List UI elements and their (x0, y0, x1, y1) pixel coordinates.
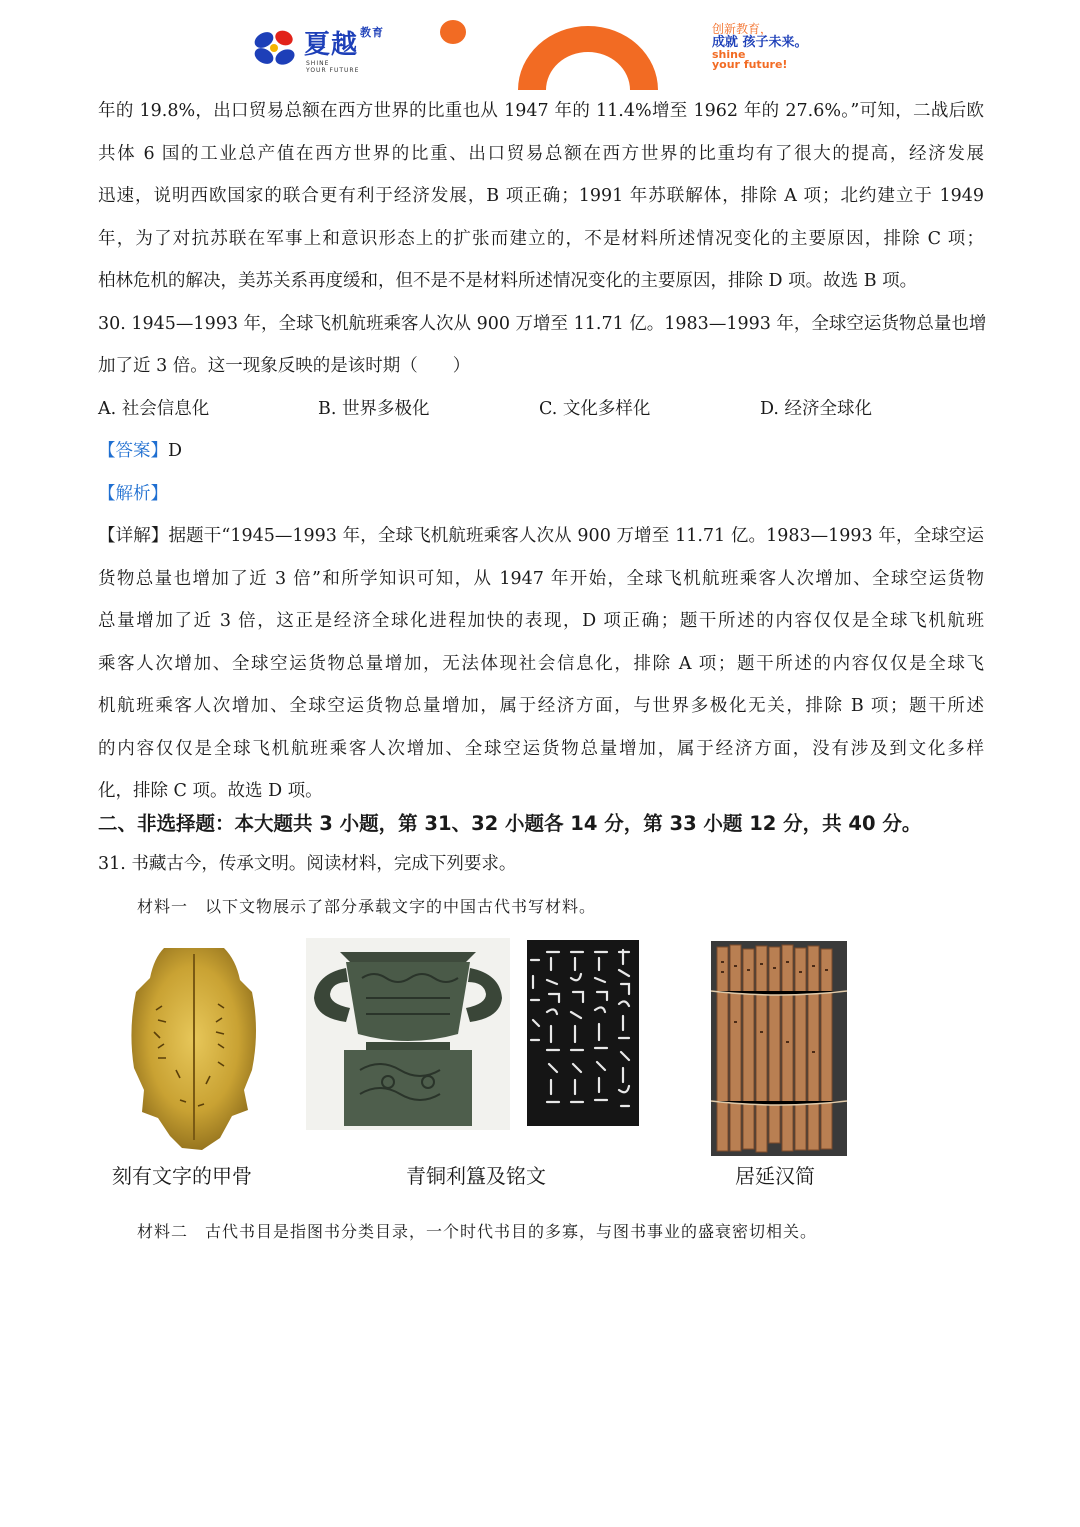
analysis-tag: 【解析】 (98, 483, 168, 504)
flower-logo-icon (252, 28, 298, 68)
question-30-stem: 加了近 3 倍。这一现象反映的是该时期（ ） (98, 356, 471, 376)
brand-name: 夏越 $^{教育}$ (304, 26, 385, 60)
detail-line: 总量增加了近 3 倍，这正是经济全球化进程加快的表现，D 项正确；题干所述的内容仅仅是全球飞机航班 (98, 611, 984, 631)
answer-tag: 【答案】 (98, 441, 168, 461)
detail-line: 的内容仅仅是全球飞机航班乘客人次增加、全球空运货物总量增加，属于经济方面，没有涉及到文化多样 (98, 738, 984, 759)
bamboo-slips-image (711, 941, 847, 1156)
body-line: 迅速，说明西欧国家的联合更有利于经济发展，B 项正确；1991 年苏联解体，排除 A 项；北约建立于 1949 (98, 186, 984, 206)
material-1: 材料一 以下文物展示了部分承载文字的中国古代书写材料。 (137, 897, 597, 916)
option-a: A. 社会信息化 (98, 398, 210, 419)
slogan-line-2: 成就 孩子未来。 (712, 35, 808, 50)
detail-text: 据题干“1945—1993 年，全球飞机航班乘客人次从 900 万增至 11.71 亿。1983—1993 年，全球空运 (168, 526, 985, 546)
option-d: D. 经济全球化 (760, 398, 873, 419)
brand-sub-1: SHINE (306, 60, 330, 67)
slogan-line-1: 创新教育， (712, 22, 773, 36)
detail-line: 乘客人次增加、全球空运货物总量增加，无法体现社会信息化，排除 A 项；题干所述的内容仅仅是全球飞 (98, 653, 984, 674)
page-header (0, 0, 1080, 90)
document-body (98, 90, 987, 813)
detail-line: 机航班乘客人次增加、全球空运货物总量增加，属于经济方面，与世界多极化无关，排除 B 项；题干所述 (98, 696, 984, 716)
caption-bronze-gui: 青铜利簋及铭文 (406, 1164, 546, 1188)
body-line: 柏林危机的解决，美苏关系再度缓和，但不是不是材料所述情况变化的主要原因，排除 D 项。故选 B 项。 (98, 271, 918, 291)
brand-sup: 教育 (360, 26, 385, 39)
detail-line (98, 515, 984, 558)
question-30-options (98, 388, 984, 431)
body-line: 年，为了对抗苏联在军事上和意识形态上的扩张而建立的，不是材料所述情况变化的主要原因，排除 C 项； (98, 228, 984, 249)
detail-line: 化，排除 C 项。故选 D 项。 (98, 781, 323, 801)
detail-line: 货物总量也增加了近 3 倍”和所学知识可知，从 1947 年开始，全球飞机航班乘客人次增加、全球空运货物 (98, 568, 984, 589)
analysis-line (98, 473, 984, 516)
slogan-line-3: shine (712, 48, 746, 61)
body-line: 共体 6 国的工业总产值在西方世界的比重、出口贸易总额在西方世界的比重均有了很大的提高，经济发展 (98, 143, 984, 164)
brand-subtitle (306, 60, 359, 74)
bronze-gui-image (306, 938, 510, 1130)
caption-bamboo-slips: 居延汉简 (735, 1164, 815, 1188)
slogan (712, 22, 808, 70)
caption-oracle-bone: 刻有文字的甲骨 (112, 1164, 252, 1188)
detail-tag: 【详解】 (98, 526, 169, 546)
body-line: 年的 19.8%，出口贸易总额在西方世界的比重也从 1947 年的 11.4%增至 1962 年的 27.6%。”可知，二战后欧 (98, 101, 984, 121)
section-title: 二、非选择题：本大题共 3 小题，第 31、32 小题各 14 分，第 33 小题 12 分，共 40 分。 (98, 812, 922, 835)
option-b: B. 世界多极化 (318, 398, 430, 419)
oracle-bone-image (124, 940, 264, 1154)
orange-arch-decoration (518, 26, 658, 90)
question-30-stem: 30. 1945—1993 年，全球飞机航班乘客人次从 900 万增至 11.71 亿。1983—1993 年，全球空运货物总量也增 (98, 313, 987, 334)
slogan-line-4: your future! (712, 58, 788, 71)
answer-line (98, 430, 984, 473)
inscription-rubbing-image (527, 940, 639, 1126)
answer-value: D (168, 441, 183, 461)
brand-logo (252, 22, 412, 78)
brand-sub-2: YOUR FUTURE (306, 67, 360, 74)
option-c: C. 文化多样化 (539, 398, 651, 419)
orange-dot-decoration (440, 20, 466, 44)
question-31-stem: 31. 书藏古今，传承文明。阅读材料，完成下列要求。 (98, 854, 517, 874)
material-2: 材料二 古代书目是指图书分类目录，一个时代书目的多寡，与图书事业的盛衰密切相关。 (137, 1222, 818, 1241)
